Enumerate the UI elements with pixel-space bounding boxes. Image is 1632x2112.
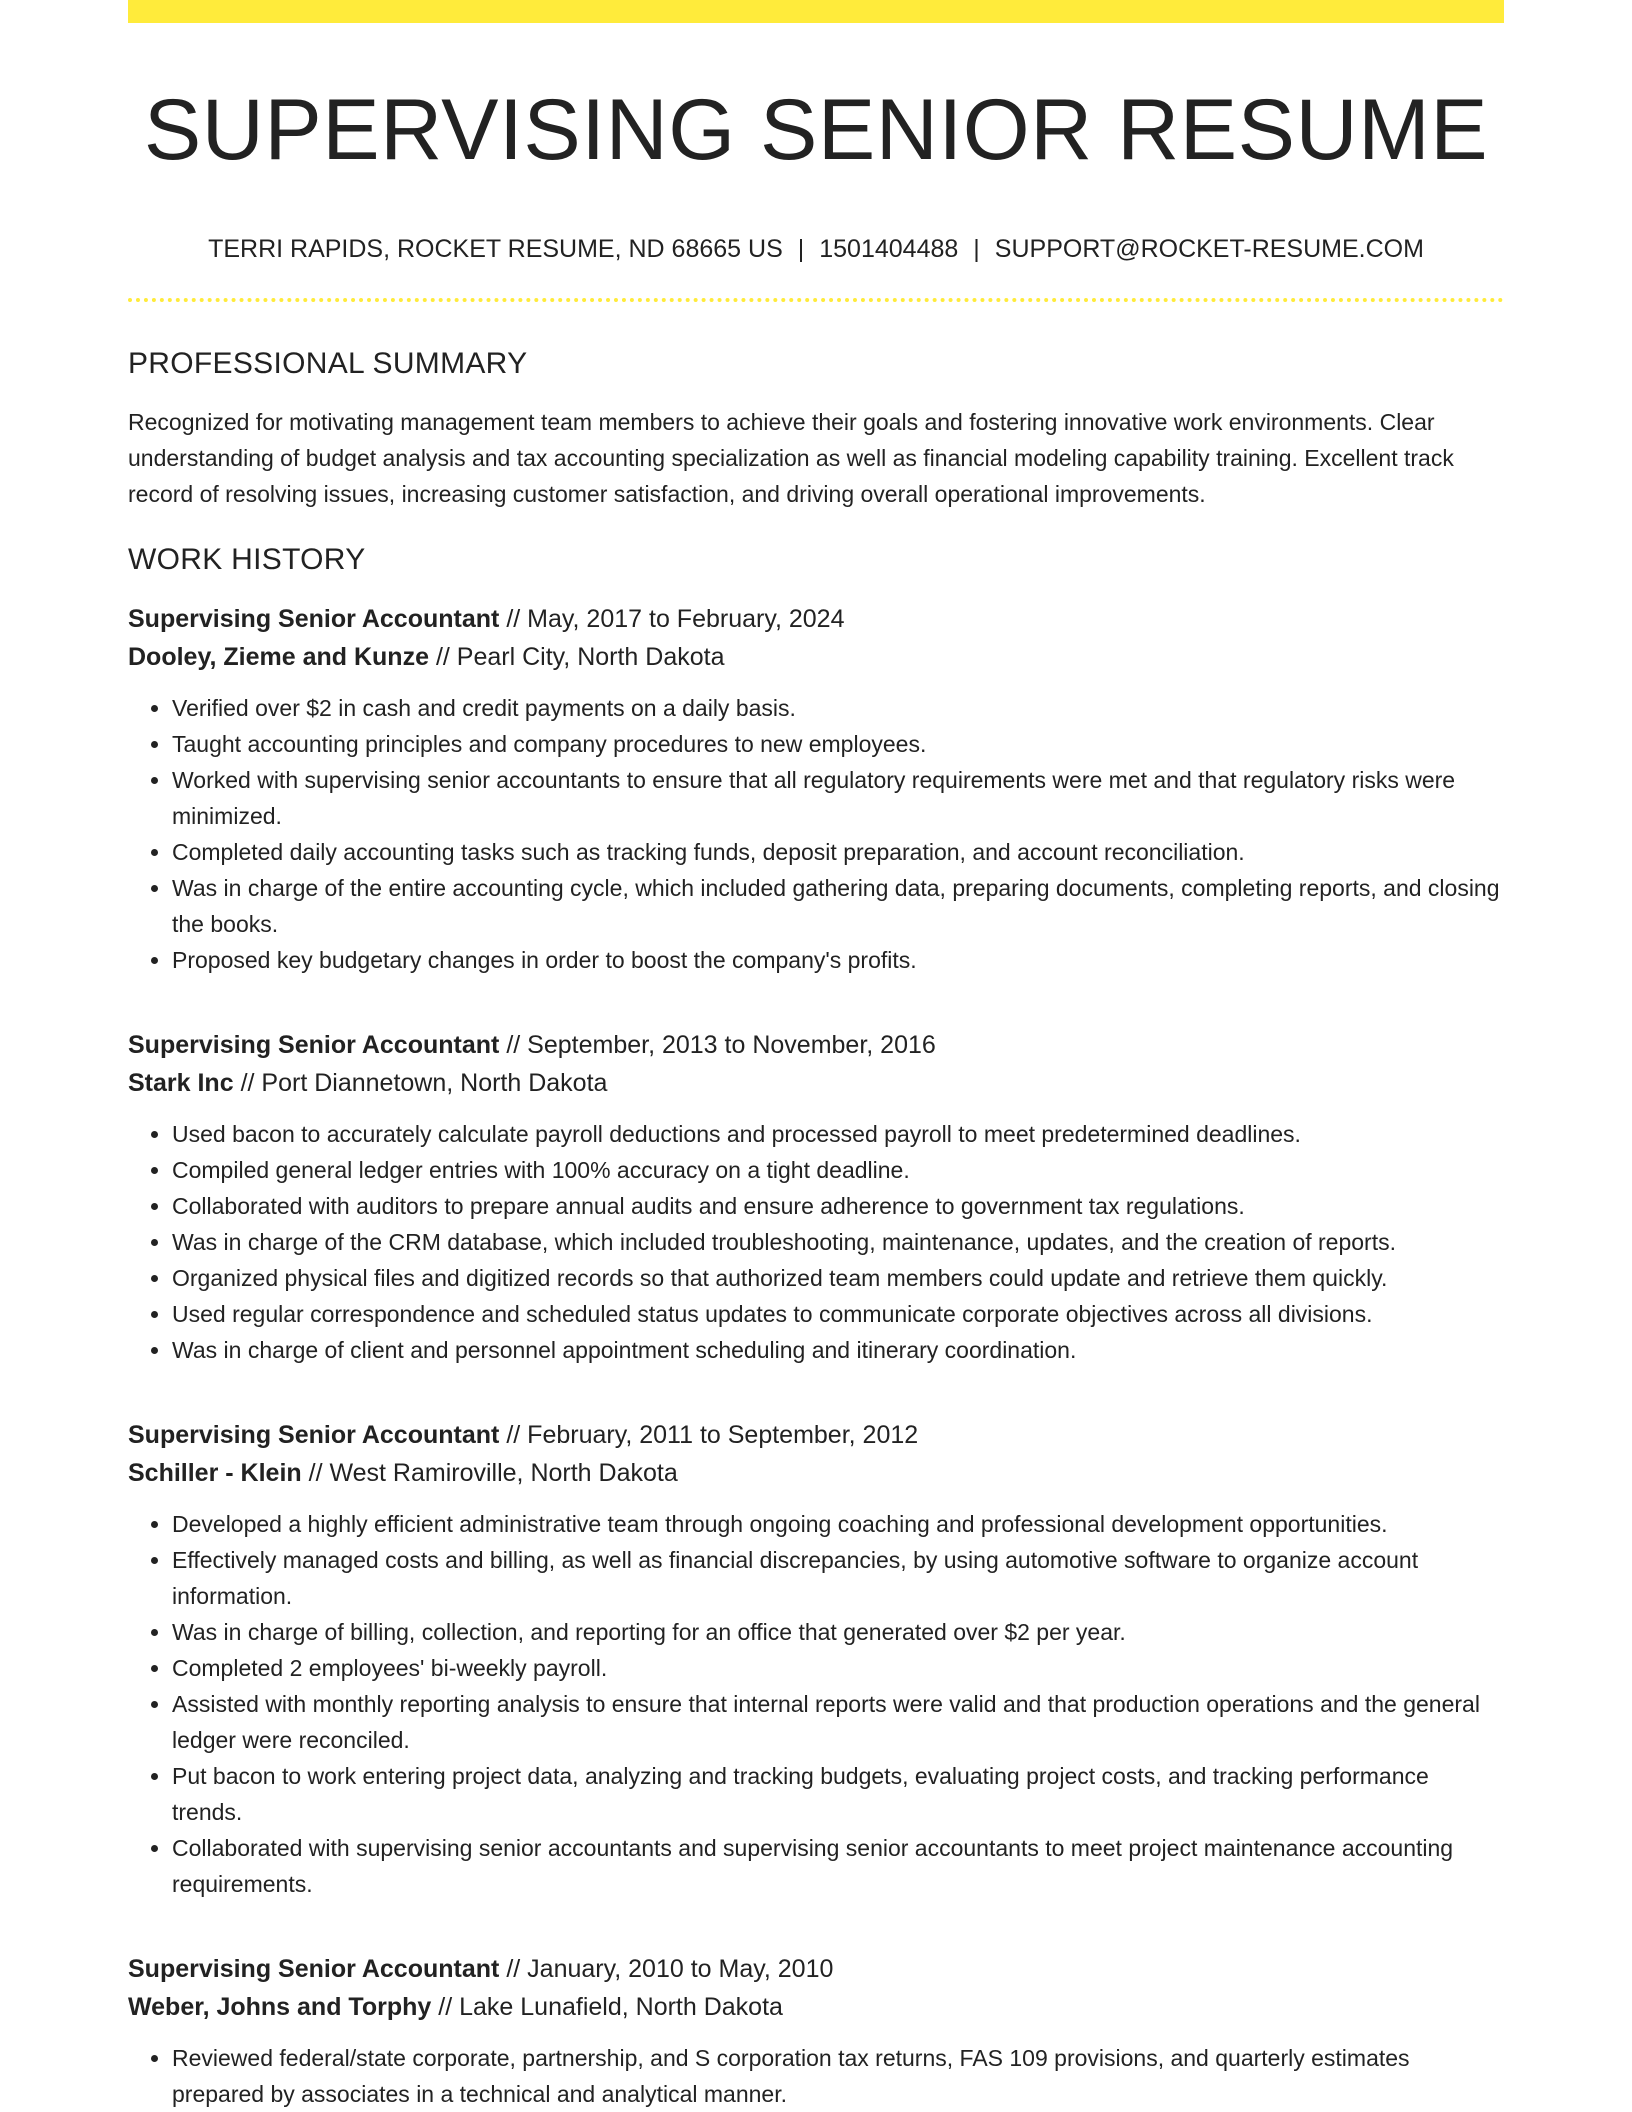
contact-separator: | [973, 235, 980, 263]
job-divider: // [438, 1993, 453, 2021]
job-bullet: • Assisted with monthly reporting analysis to ensure that internal reports were valid and that production operations and the general ledger were reconciled. [172, 1686, 1504, 1758]
job-title: Supervising Senior Accountant [128, 1955, 500, 1983]
job-bullet: • Effectively managed costs and billing, as well as financial discrepancies, by using automotive software to organize account information. [172, 1542, 1504, 1614]
job-location: Lake Lunafield, North Dakota [459, 1993, 783, 2021]
work-history-list [128, 600, 1504, 2112]
job-title-line [128, 1416, 1504, 1454]
job-bullet: • Compiled general ledger entries with 100% accuracy on a tight deadline. [172, 1152, 1504, 1188]
job-company-line [128, 1454, 1504, 1492]
job-bullet: • Was in charge of the entire accounting cycle, which included gathering data, preparing documents, completing reports, and closing the books. [172, 870, 1504, 942]
job-bullet: • Was in charge of billing, collection, and reporting for an office that generated over $2 per year. [172, 1614, 1504, 1650]
job-bullet: • Completed 2 employees' bi-weekly payroll. [172, 1650, 1504, 1686]
job-title: Supervising Senior Accountant [128, 605, 500, 633]
resume-title: SUPERVISING SENIOR RESUME [143, 82, 1489, 178]
job-entry [128, 600, 1504, 978]
job-divider: // [506, 605, 521, 633]
contact-line [128, 234, 1504, 264]
summary-text: Recognized for motivating management team members to achieve their goals and fostering innovative work environments. Clear understanding of budget analysis and tax accounting specialization as well as financial modeling capability training. Excellent track record of resolving issues, increasing customer satisfaction, and driving overall operational improvements. [128, 409, 1454, 507]
job-bullet-list [128, 1116, 1504, 1368]
job-dates: May, 2017 to February, 2024 [527, 605, 845, 633]
contact-phone: 1501404488 [819, 235, 959, 263]
summary-heading: PROFESSIONAL SUMMARY [128, 347, 528, 380]
job-bullet: • Verified over $2 in cash and credit payments on a daily basis. [172, 690, 1504, 726]
job-bullet-list [128, 2040, 1504, 2112]
job-bullet: • Reviewed federal/state corporate, partnership, and S corporation tax returns, FAS 109 provisions, and quarterly estimates prepared by associates in a technical and analytical manner. [172, 2040, 1504, 2112]
contact-separator: | [797, 235, 805, 263]
job-entry [128, 1950, 1504, 2112]
job-title: Supervising Senior Accountant [128, 1031, 500, 1059]
job-dates: February, 2011 to September, 2012 [527, 1421, 919, 1449]
job-divider: // [308, 1459, 323, 1487]
job-dates: September, 2013 to November, 2016 [527, 1031, 936, 1059]
job-bullet: • Collaborated with auditors to prepare annual audits and ensure adherence to government tax regulations. [172, 1188, 1504, 1224]
resume-content [128, 0, 1504, 2112]
job-divider: // [506, 1031, 521, 1059]
job-bullet: • Worked with supervising senior accountants to ensure that all regulatory requirements were met and that regulatory risks were minimized. [172, 762, 1504, 834]
job-bullet: • Developed a highly efficient administrative team through ongoing coaching and professional development opportunities. [172, 1506, 1504, 1542]
job-title-line [128, 1950, 1504, 1988]
job-dates: January, 2010 to May, 2010 [527, 1955, 834, 1983]
contact-address: TERRI RAPIDS, ROCKET RESUME, ND 68665 US [208, 235, 783, 263]
job-divider: // [506, 1421, 521, 1449]
job-bullet: • Used bacon to accurately calculate payroll deductions and processed payroll to meet predetermined deadlines. [172, 1116, 1504, 1152]
job-bullet: • Proposed key budgetary changes in order to boost the company's profits. [172, 942, 1504, 978]
job-company: Stark Inc [128, 1069, 234, 1097]
job-title-line [128, 600, 1504, 638]
job-title-line [128, 1026, 1504, 1064]
job-location: Port Diannetown, North Dakota [261, 1069, 608, 1097]
job-bullet: • Taught accounting principles and company procedures to new employees. [172, 726, 1504, 762]
job-entry [128, 1026, 1504, 1368]
job-company: Schiller - Klein [128, 1459, 302, 1487]
job-location: Pearl City, North Dakota [456, 643, 725, 671]
job-company: Dooley, Zieme and Kunze [128, 643, 429, 671]
job-divider: // [506, 1955, 521, 1983]
job-bullet: • Collaborated with supervising senior accountants and supervising senior accountants to meet project maintenance accounting requirements. [172, 1830, 1504, 1902]
job-divider: // [240, 1069, 255, 1097]
job-divider: // [435, 643, 450, 671]
work-history-heading: WORK HISTORY [128, 543, 366, 576]
job-entry [128, 1416, 1504, 1902]
job-company-line [128, 1064, 1504, 1102]
job-location: West Ramiroville, North Dakota [329, 1459, 678, 1487]
job-bullet: • Was in charge of client and personnel appointment scheduling and itinerary coordination. [172, 1332, 1504, 1368]
job-title: Supervising Senior Accountant [128, 1421, 500, 1449]
job-bullet: • Was in charge of the CRM database, which included troubleshooting, maintenance, updates, and the creation of reports. [172, 1224, 1504, 1260]
job-bullet-list [128, 690, 1504, 978]
job-bullet-list [128, 1506, 1504, 1902]
contact-email: SUPPORT@ROCKET-RESUME.COM [994, 235, 1424, 263]
job-bullet: • Put bacon to work entering project data, analyzing and tracking budgets, evaluating project costs, and tracking performance trends. [172, 1758, 1504, 1830]
job-bullet: • Completed daily accounting tasks such as tracking funds, deposit preparation, and account reconciliation. [172, 834, 1504, 870]
job-company-line [128, 1988, 1504, 2026]
job-company-line [128, 638, 1504, 676]
dotted-divider [128, 298, 1504, 302]
job-company: Weber, Johns and Torphy [128, 1993, 432, 2021]
job-bullet: • Used regular correspondence and scheduled status updates to communicate corporate objectives across all divisions. [172, 1296, 1504, 1332]
job-bullet: • Organized physical files and digitized records so that authorized team members could update and retrieve them quickly. [172, 1260, 1504, 1296]
